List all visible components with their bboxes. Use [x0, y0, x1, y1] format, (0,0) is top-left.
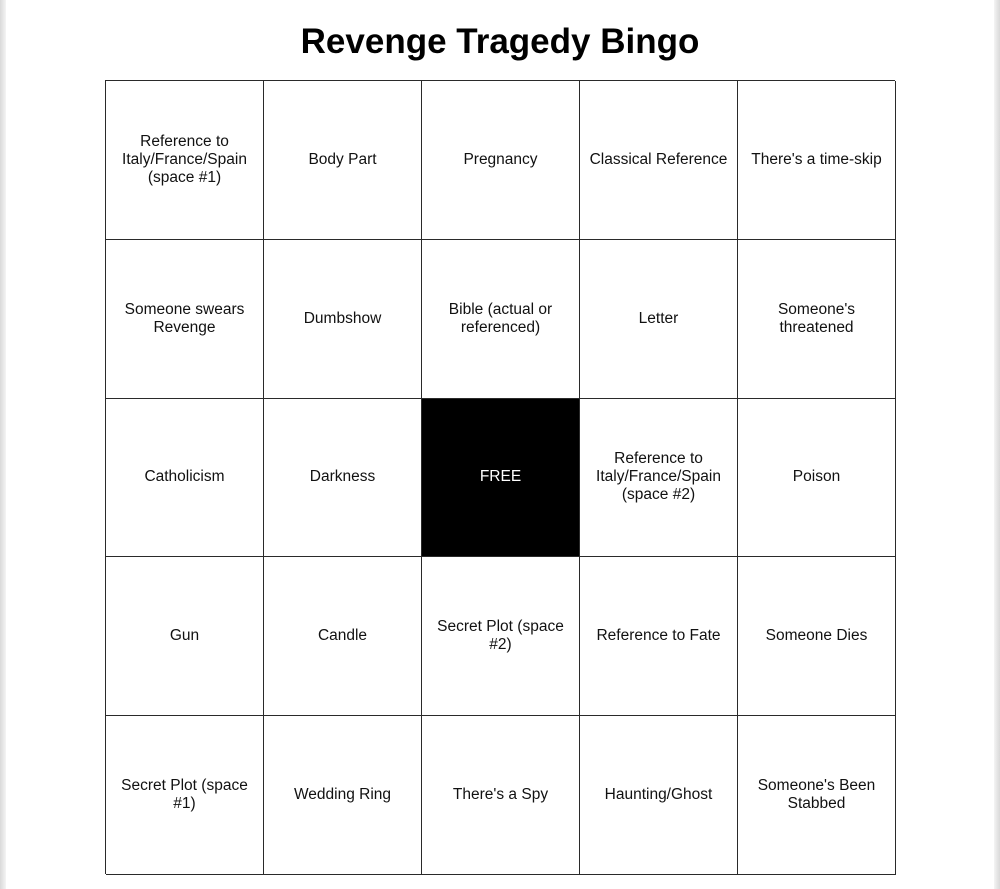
bingo-cell-r3c1: Catholicism — [106, 399, 264, 558]
bingo-cell-r1c2: Body Part — [264, 81, 422, 240]
bingo-cell-r2c1: Someone swears Revenge — [106, 240, 264, 399]
bingo-cell-r4c5: Someone Dies — [738, 557, 896, 716]
bingo-cell-r4c4: Reference to Fate — [580, 557, 738, 716]
bingo-cell-r5c2: Wedding Ring — [264, 716, 422, 875]
bingo-cell-r3c2: Darkness — [264, 399, 422, 558]
bingo-cell-r3c4: Reference to Italy/France/Spain (space #2) — [580, 399, 738, 558]
bingo-cell-r2c5: Someone's threatened — [738, 240, 896, 399]
bingo-cell-r5c3: There's a Spy — [422, 716, 580, 875]
bingo-cell-r4c3: Secret Plot (space #2) — [422, 557, 580, 716]
bingo-cell-r5c5: Someone's Been Stabbed — [738, 716, 896, 875]
bingo-cell-r2c2: Dumbshow — [264, 240, 422, 399]
free-space-cell: FREE — [422, 399, 580, 558]
bingo-cell-r3c5: Poison — [738, 399, 896, 558]
bingo-cell-r4c1: Gun — [106, 557, 264, 716]
page-edge-left — [0, 0, 6, 889]
bingo-cell-r1c1: Reference to Italy/France/Spain (space #1) — [106, 81, 264, 240]
bingo-cell-r1c5: There's a time-skip — [738, 81, 896, 240]
bingo-board — [105, 80, 895, 874]
bingo-cell-r2c3: Bible (actual or referenced) — [422, 240, 580, 399]
bingo-cell-r1c3: Pregnancy — [422, 81, 580, 240]
bingo-cell-r5c4: Haunting/Ghost — [580, 716, 738, 875]
page-edge-right — [994, 0, 1000, 889]
bingo-cell-r2c4: Letter — [580, 240, 738, 399]
bingo-cell-r5c1: Secret Plot (space #1) — [106, 716, 264, 875]
bingo-cell-r4c2: Candle — [264, 557, 422, 716]
bingo-cell-r1c4: Classical Reference — [580, 81, 738, 240]
page-title: Revenge Tragedy Bingo — [300, 22, 700, 61]
